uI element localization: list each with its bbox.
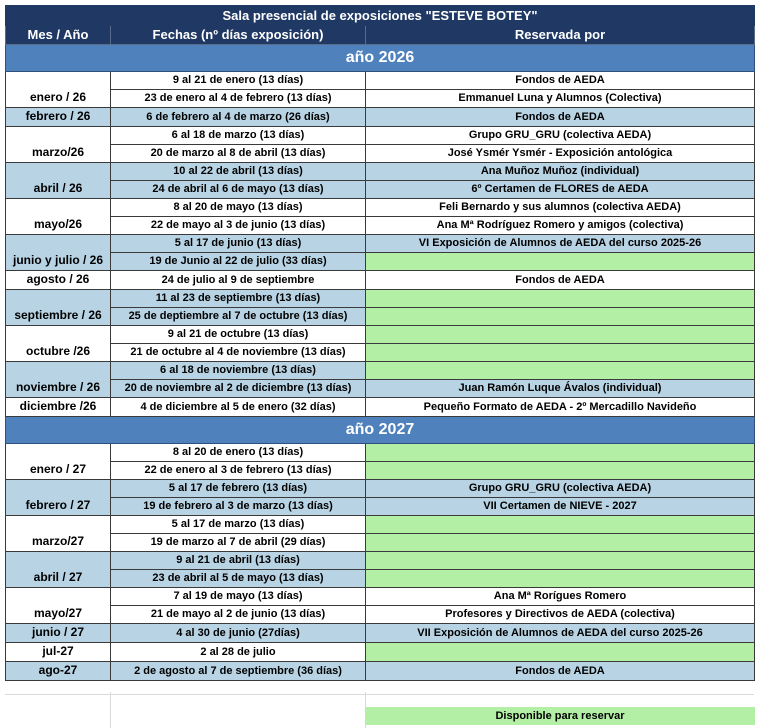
reserved-by-cell[interactable]: Juan Ramón Luque Ávalos (individual): [366, 380, 755, 398]
table-row: [6, 624, 755, 643]
table-row: [6, 462, 755, 480]
available-cell[interactable]: [366, 253, 755, 271]
month-cell[interactable]: febrero / 27: [6, 480, 111, 516]
dates-cell[interactable]: 4 de diciembre al 5 de enero (32 días): [111, 398, 366, 417]
reserved-by-cell[interactable]: Pequeño Formato de AEDA - 2º Mercadillo Navideño: [366, 398, 755, 417]
table-row: [6, 181, 755, 199]
dates-cell[interactable]: 22 de enero al 3 de febrero (13 días): [111, 462, 366, 480]
table-row: [6, 398, 755, 417]
reserved-by-cell[interactable]: Fondos de AEDA: [366, 72, 755, 90]
month-cell[interactable]: ago-27: [6, 662, 111, 681]
dates-cell[interactable]: 25 de deptiembre al 7 de octubre (13 días): [111, 308, 366, 326]
available-cell[interactable]: [366, 643, 755, 662]
month-cell[interactable]: agosto / 26: [6, 271, 111, 290]
sheet-title[interactable]: Sala presencial de exposiciones "ESTEVE BOTEY": [6, 6, 755, 26]
table-row: [6, 444, 755, 462]
empty-grid-line: [5, 694, 754, 695]
table-row: [6, 344, 755, 362]
reserved-by-cell[interactable]: José Ysmér Ysmér - Exposición antológica: [366, 145, 755, 163]
year-row: [6, 45, 755, 72]
table-row: [6, 643, 755, 662]
table-row: [6, 552, 755, 570]
table-row: [6, 290, 755, 308]
dates-cell[interactable]: 6 al 18 de noviembre (13 días): [111, 362, 366, 380]
available-cell[interactable]: [366, 570, 755, 588]
dates-cell[interactable]: 21 de mayo al 2 de junio (13 días): [111, 606, 366, 624]
dates-cell[interactable]: 2 de agosto al 7 de septiembre (36 días): [111, 662, 366, 681]
table-row: [6, 498, 755, 516]
reserved-by-cell[interactable]: VII Certamen de NIEVE - 2027: [366, 498, 755, 516]
table-row: [6, 108, 755, 127]
reserved-by-cell[interactable]: Emmanuel Luna y Alumnos (Colectiva): [366, 90, 755, 108]
reserved-by-cell[interactable]: Ana Mª Rorígues Romero: [366, 588, 755, 606]
empty-grid-line: [110, 692, 111, 728]
available-cell[interactable]: [366, 344, 755, 362]
dates-cell[interactable]: 2 al 28 de julio: [111, 643, 366, 662]
table-row: [6, 588, 755, 606]
table-row: [6, 199, 755, 217]
month-cell[interactable]: mayo/27: [6, 588, 111, 624]
dates-cell[interactable]: 5 al 17 de junio (13 días): [111, 235, 366, 253]
month-cell[interactable]: junio / 27: [6, 624, 111, 643]
reserved-by-cell[interactable]: Fondos de AEDA: [366, 271, 755, 290]
dates-cell[interactable]: 24 de julio al 9 de septiembre: [111, 271, 366, 290]
table-row: [6, 235, 755, 253]
header-dates[interactable]: Fechas (nº días exposición): [111, 26, 366, 45]
available-cell[interactable]: [366, 308, 755, 326]
table-row: [6, 362, 755, 380]
month-cell[interactable]: septiembre / 26: [6, 290, 111, 326]
dates-cell[interactable]: 9 al 21 de enero (13 días): [111, 72, 366, 90]
reserved-by-cell[interactable]: Ana Muñoz Muñoz (individual): [366, 163, 755, 181]
dates-cell[interactable]: 23 de enero al 4 de febrero (13 días): [111, 90, 366, 108]
table-row: [6, 217, 755, 235]
available-cell[interactable]: [366, 462, 755, 480]
table-row: [6, 662, 755, 681]
dates-cell[interactable]: 19 de marzo al 7 de abril (29 días): [111, 534, 366, 552]
dates-cell[interactable]: 7 al 19 de mayo (13 días): [111, 588, 366, 606]
header-month[interactable]: Mes / Año: [6, 26, 111, 45]
available-cell[interactable]: [366, 534, 755, 552]
dates-cell[interactable]: 6 de febrero al 4 de marzo (26 días): [111, 108, 366, 127]
table-row: [6, 90, 755, 108]
month-cell[interactable]: enero / 26: [6, 72, 111, 108]
dates-cell[interactable]: 8 al 20 de enero (13 días): [111, 444, 366, 462]
year-label[interactable]: año 2027: [6, 417, 755, 444]
dates-cell[interactable]: 23 de abril al 5 de mayo (13 días): [111, 570, 366, 588]
dates-cell[interactable]: 21 de octubre al 4 de noviembre (13 días): [111, 344, 366, 362]
dates-cell[interactable]: 6 al 18 de marzo (13 días): [111, 127, 366, 145]
table-row: [6, 127, 755, 145]
dates-cell[interactable]: 24 de abril al 6 de mayo (13 días): [111, 181, 366, 199]
month-cell[interactable]: enero / 27: [6, 444, 111, 480]
dates-cell[interactable]: 5 al 17 de marzo (13 días): [111, 516, 366, 534]
month-cell[interactable]: marzo/26: [6, 127, 111, 163]
table-row: [6, 534, 755, 552]
month-cell[interactable]: octubre /26: [6, 326, 111, 362]
available-cell[interactable]: [366, 552, 755, 570]
table-row: [6, 308, 755, 326]
available-cell[interactable]: [366, 444, 755, 462]
table-row: [6, 253, 755, 271]
header-reserved-by[interactable]: Reservada por: [366, 26, 755, 45]
reserved-by-cell[interactable]: VII Exposición de Alumnos de AEDA del curso 2025-26: [366, 624, 755, 643]
reserved-by-cell[interactable]: VI Exposición de Alumnos de AEDA del curso 2025-26: [366, 235, 755, 253]
reserved-by-cell[interactable]: 6º Certamen de FLORES de AEDA: [366, 181, 755, 199]
month-cell[interactable]: abril / 26: [6, 163, 111, 199]
title-row: [6, 6, 755, 26]
year-row: [6, 417, 755, 444]
table-row: [6, 606, 755, 624]
table-row: [6, 570, 755, 588]
table-row: [6, 145, 755, 163]
month-cell[interactable]: abril / 27: [6, 552, 111, 588]
dates-cell[interactable]: 20 de marzo al 8 de abril (13 días): [111, 145, 366, 163]
table-row: [6, 72, 755, 90]
reserved-by-cell[interactable]: Ana Mª Rodríguez Romero y amigos (colectiva): [366, 217, 755, 235]
table-row: [6, 326, 755, 344]
month-cell[interactable]: marzo/27: [6, 516, 111, 552]
legend-available: Disponible para reservar: [365, 707, 755, 725]
dates-cell[interactable]: 4 al 30 de junio (27días): [111, 624, 366, 643]
month-cell[interactable]: mayo/26: [6, 199, 111, 235]
dates-cell[interactable]: 19 de febrero al 3 de marzo (13 días): [111, 498, 366, 516]
dates-cell[interactable]: 10 al 22 de abril (13 días): [111, 163, 366, 181]
dates-cell[interactable]: 9 al 21 de octubre (13 días): [111, 326, 366, 344]
available-cell[interactable]: [366, 362, 755, 380]
dates-cell[interactable]: 8 al 20 de mayo (13 días): [111, 199, 366, 217]
reserved-by-cell[interactable]: Feli Bernardo y sus alumnos (colectiva AEDA): [366, 199, 755, 217]
month-cell[interactable]: junio y julio / 26: [6, 235, 111, 271]
month-cell[interactable]: febrero / 26: [6, 108, 111, 127]
exhibition-schedule-table: [5, 5, 755, 681]
dates-cell[interactable]: 20 de noviembre al 2 de diciembre (13 días): [111, 380, 366, 398]
table-row: [6, 516, 755, 534]
available-cell[interactable]: [366, 516, 755, 534]
reserved-by-cell[interactable]: Profesores y Directivos de AEDA (colectiva): [366, 606, 755, 624]
month-cell[interactable]: jul-27: [6, 643, 111, 662]
month-cell[interactable]: diciembre /26: [6, 398, 111, 417]
reserved-by-cell[interactable]: Grupo GRU_GRU (colectiva AEDA): [366, 480, 755, 498]
table-row: [6, 163, 755, 181]
header-row: [6, 26, 755, 45]
dates-cell[interactable]: 19 de Junio al 22 de julio (33 días): [111, 253, 366, 271]
table-row: [6, 380, 755, 398]
dates-cell[interactable]: 22 de mayo al 3 de junio (13 días): [111, 217, 366, 235]
reserved-by-cell[interactable]: Fondos de AEDA: [366, 108, 755, 127]
table-row: [6, 271, 755, 290]
reserved-by-cell[interactable]: Grupo GRU_GRU (colectiva AEDA): [366, 127, 755, 145]
dates-cell[interactable]: 5 al 17 de febrero (13 días): [111, 480, 366, 498]
dates-cell[interactable]: 11 al 23 de septiembre (13 días): [111, 290, 366, 308]
reserved-by-cell[interactable]: Fondos de AEDA: [366, 662, 755, 681]
available-cell[interactable]: [366, 290, 755, 308]
dates-cell[interactable]: 9 al 21 de abril (13 días): [111, 552, 366, 570]
available-cell[interactable]: [366, 326, 755, 344]
year-label[interactable]: año 2026: [6, 45, 755, 72]
month-cell[interactable]: noviembre / 26: [6, 362, 111, 398]
table-row: [6, 480, 755, 498]
